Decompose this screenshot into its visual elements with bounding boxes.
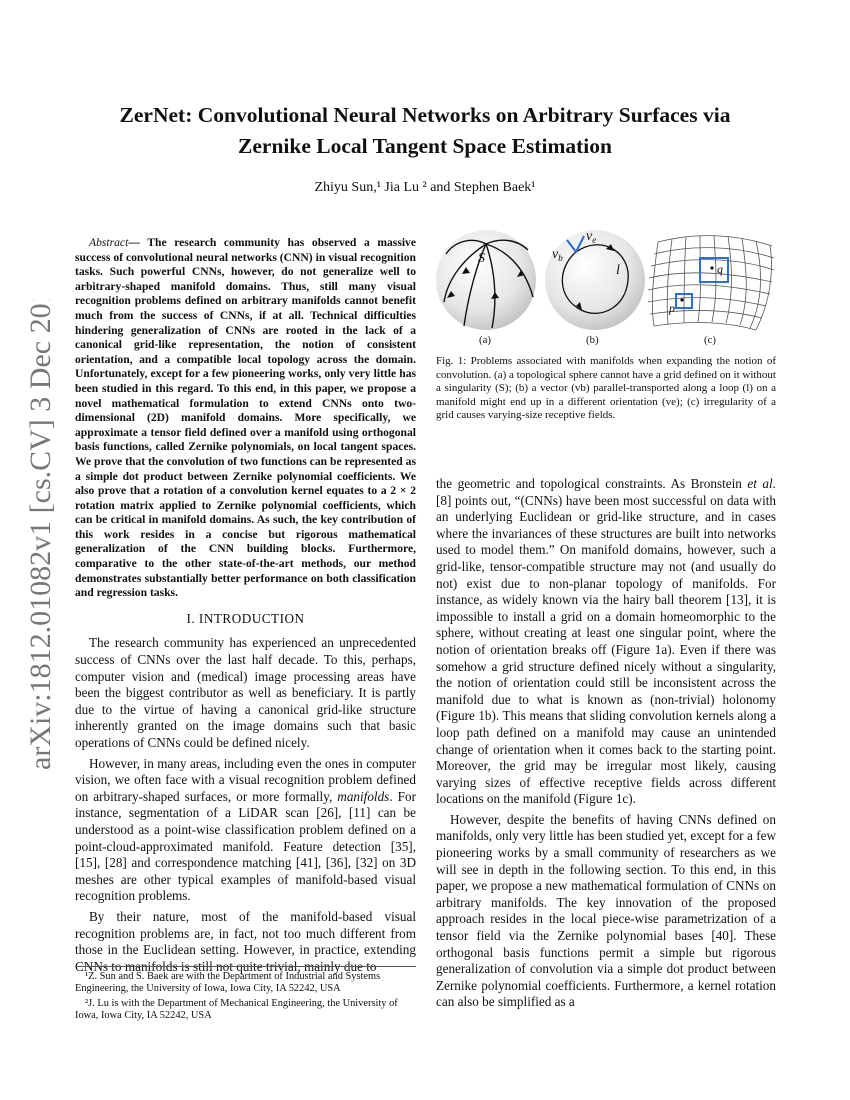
title-line-2: Zernike Local Tangent Space Estimation (238, 134, 612, 158)
grid-p-label: p (669, 301, 675, 315)
title-line-1: ZerNet: Convolutional Neural Networks on Arbitrary Surfaces via (119, 103, 731, 127)
intro-paragraph-3: By their nature, most of the manifold-based visual recognition problems are, in fact, not too much different from those in the Euclidean setting. However, in practice, extending CNNs to manifolds is still not quite trivial, mainly due to (75, 908, 416, 974)
footnote-2: ²J. Lu is with the Department of Mechanical Engineering, the University of Iowa, Iowa City, IA 52242, USA (75, 997, 398, 1022)
subfigure-label-b: (b) (586, 334, 599, 346)
footnotes (75, 966, 416, 1025)
arxiv-identifier-stamp (4, 300, 64, 780)
singularity-label: S (478, 251, 485, 266)
abstract-label: Abstract (89, 236, 129, 249)
figure-caption: Fig. 1: Problems associated with manifolds when expanding the notion of convolution. (a) a topological sphere cannot have a grid defined on it without a singularity (S); (b) a vector (vb) parallel-transported along a loop (l) on a manifold might end up in a different orientation (ve); (c) irregularity of a grid causes varying-size receptive fields. (436, 355, 776, 422)
loop-l-label: l (616, 263, 620, 278)
grid-c-graphic (648, 236, 774, 330)
footnote-1: ¹Z. Sun and S. Baek are with the Department of Industrial and Systems Engineering, the University of Iowa, Iowa City, IA 52242, USA (75, 971, 381, 995)
author-list: Zhiyu Sun,¹ Jia Lu ² and Stephen Baek¹ (314, 180, 536, 195)
paper-title (60, 100, 790, 162)
sphere-a-graphic (436, 230, 536, 330)
grid-q-label: q (717, 262, 723, 276)
arxiv-id-text: arXiv:1812.01082v1 [cs.CV] 3 Dec 2018 (24, 300, 57, 770)
right-column (436, 476, 776, 1015)
subfigure-label-a: (a) (479, 334, 491, 346)
intro-paragraph-1: The research community has experienced an unprecedented success of CNNs over the last half decade. To this, perhaps, computer vision and (medical) image processing areas have been the biggest contributor as well as beneficiary. It is partly due to the virtue of having a canonical grid-like structure inherently granted on the image domains such that basic operations of CNNs could be defined nicely. (75, 635, 416, 750)
intro-paragraph-2: However, in many areas, including even the ones in computer vision, we often face with a visual recognition problem defined on arbitrary-shaped surfaces, or more formally, manifolds. For instance, segmentation of a LiDAR scan [26], [11] can be understood as a point-wise classification problem defined on a point-cloud-approximated manifold. Feature detection [35], [15], [28] and correspondence matching [41], [36], [32] on 3D meshes are other typical examples of manifold-based visual recognition problems. (75, 755, 416, 904)
left-column (75, 236, 416, 979)
abstract (75, 236, 416, 601)
subfigure-label-c: (c) (704, 334, 716, 346)
abstract-text: — The research community has observed a massive success of convolutional neural networks (CNN) in visual recognition tasks. Such powerful CNNs, however, do not generalize well to arbitrary-shaped manifold domains. Thus, still many visual recognition problems defined on arbitrary manifolds cannot benefit much from the success of CNNs, if at all. Technical difficulties hindering generalization of CNNs are rooted in the lack of a canonical grid-like representation, the notion of consistent orientation, and a compatible local topology across the domain. Unfortunately, except for a few pioneering works, only very little has been studied in this regard. To this end, in this paper, we propose a novel mathematical formulation to extend CNNs onto two-dimensional (2D) manifold domains. More specifically, we approximate a tensor field defined over a manifold using orthogonal basis functions, called Zernike polynomials, on local tangent spaces. We prove that the convolution of two functions can be represented as a simple dot product between Zernike polynomial coefficients. We also prove that a rotation of a convolution kernel equates to a 2 × 2 rotation matrix applied to Zernike polynomial coefficients, which can be critical in manifold domains. As such, the key contribution of this work resides in a concise but rigorous mathematical generalization of the CNN building blocks. Furthermore, comparative to the other state-of-the-art methods, our method demonstrates substantially better performance on both classification and regression tasks. (75, 236, 416, 600)
right-paragraph-2: However, despite the benefits of having CNNs defined on manifolds, only very little has been studied yet, except for a few pioneering works by a small community of researchers as we will see in depth in the following section. To this end, in this paper, we propose a new mathematical formulation of CNNs on arbitrary manifolds. The key innovation of the proposed approach resides in the local piece-wise parametrization of a tensor field via the Zernike polynomial bases [40]. These orthogonal basis functions permit a simple but rigorous generalization of convolution via a simple dot product between Zernike polynomial coefficients. Furthermore, a kernel rotation can also be simplified as a (436, 811, 776, 1010)
section-heading-introduction: I. INTRODUCTION (186, 610, 305, 626)
right-paragraph-1: the geometric and topological constraints. As Bronstein et al. [8] points out, “(CNNs) have been most successful on data with an underlying Euclidean or grid-like structure, and in cases where the invariances of these structures are built into networks used to model them.” On manifold domains, however, such a grid-like, tensor-compatible structure may not (and usually do not) exist due to non-planar topology of manifolds. For instance, as widely known via the hairy ball theorem [13], it is impossible to install a grid on a domain homeomorphic to the sphere, without creating at least one singular point, where the notion of orientation breaks off (Figure 1a). Even if there was somehow a grid structure defined nicely without a singularity, the notion of orientation could still be inconsistent across the manifold due to what is known as (non-trivial) holonomy (Figure 1b). This means that sliding convolution kernels along a loop path defined on a manifold may cause an unintended change of orientation when it comes back to the starting point. Moreover, the grid may be irregular most likely, causing varying sizes of effective receptive fields across different locations on the manifold (Figure 1c). (436, 476, 776, 807)
figure-1 (436, 222, 776, 350)
vector-vb-label: $v_b$ (552, 247, 563, 263)
sphere-b-graphic (545, 229, 645, 330)
vector-ve-label: $v_e$ (586, 229, 597, 245)
